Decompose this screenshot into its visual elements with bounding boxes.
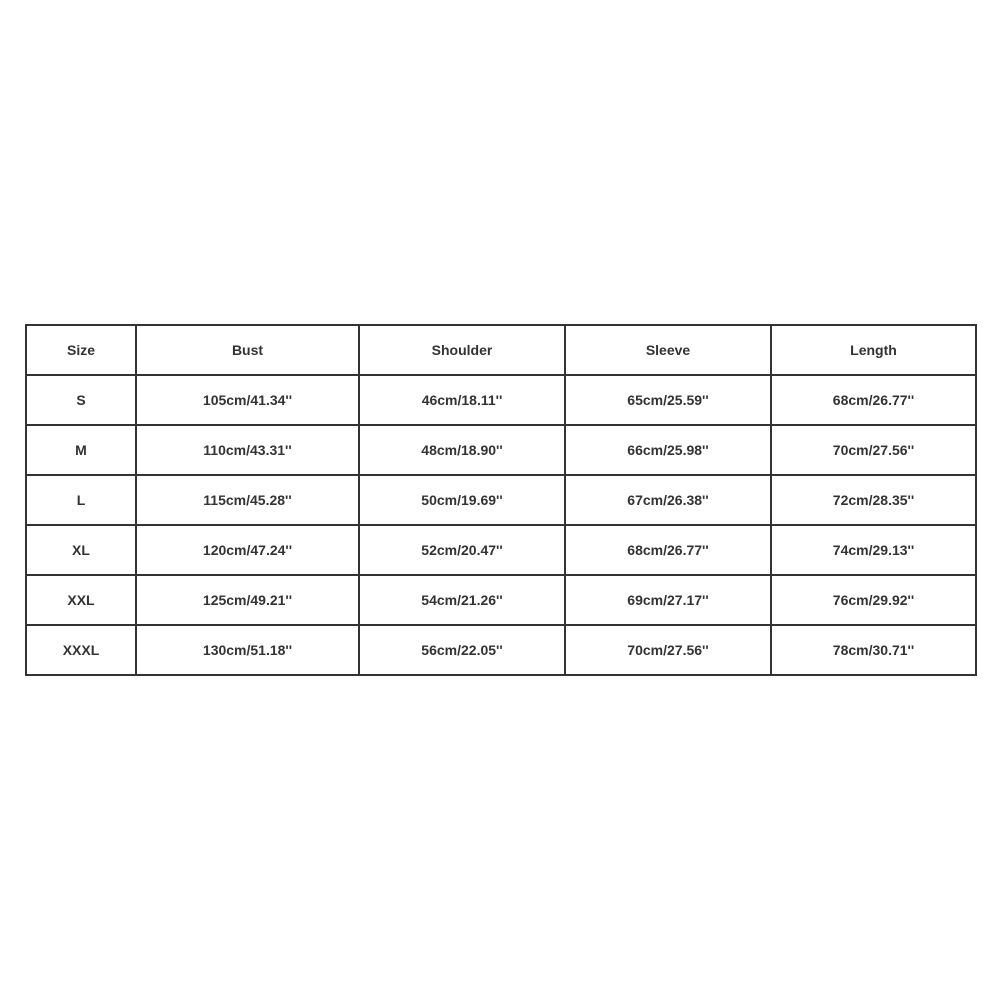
bust-cell: 130cm/51.18'' <box>136 625 359 675</box>
sleeve-cell: 66cm/25.98'' <box>565 425 771 475</box>
bust-cell: 120cm/47.24'' <box>136 525 359 575</box>
size-cell: XXL <box>26 575 136 625</box>
sleeve-cell: 70cm/27.56'' <box>565 625 771 675</box>
bust-cell: 110cm/43.31'' <box>136 425 359 475</box>
length-cell: 74cm/29.13'' <box>771 525 976 575</box>
sleeve-cell: 69cm/27.17'' <box>565 575 771 625</box>
size-cell: S <box>26 375 136 425</box>
header-shoulder: Shoulder <box>359 325 565 375</box>
length-cell: 70cm/27.56'' <box>771 425 976 475</box>
sleeve-cell: 68cm/26.77'' <box>565 525 771 575</box>
table-row <box>26 625 976 675</box>
sleeve-cell: 65cm/25.59'' <box>565 375 771 425</box>
bust-cell: 115cm/45.28'' <box>136 475 359 525</box>
header-sleeve: Sleeve <box>565 325 771 375</box>
size-cell: XXXL <box>26 625 136 675</box>
length-cell: 72cm/28.35'' <box>771 475 976 525</box>
table-row <box>26 575 976 625</box>
sleeve-cell: 67cm/26.38'' <box>565 475 771 525</box>
shoulder-cell: 46cm/18.11'' <box>359 375 565 425</box>
shoulder-cell: 56cm/22.05'' <box>359 625 565 675</box>
table-row <box>26 375 976 425</box>
header-bust: Bust <box>136 325 359 375</box>
table-row <box>26 525 976 575</box>
length-cell: 76cm/29.92'' <box>771 575 976 625</box>
shoulder-cell: 50cm/19.69'' <box>359 475 565 525</box>
table-header-row <box>26 325 976 375</box>
table-row <box>26 475 976 525</box>
shoulder-cell: 54cm/21.26'' <box>359 575 565 625</box>
length-cell: 78cm/30.71'' <box>771 625 976 675</box>
size-cell: L <box>26 475 136 525</box>
bust-cell: 105cm/41.34'' <box>136 375 359 425</box>
shoulder-cell: 52cm/20.47'' <box>359 525 565 575</box>
size-chart-table <box>25 324 977 676</box>
bust-cell: 125cm/49.21'' <box>136 575 359 625</box>
header-size: Size <box>26 325 136 375</box>
size-cell: M <box>26 425 136 475</box>
table-row <box>26 425 976 475</box>
length-cell: 68cm/26.77'' <box>771 375 976 425</box>
size-cell: XL <box>26 525 136 575</box>
header-length: Length <box>771 325 976 375</box>
shoulder-cell: 48cm/18.90'' <box>359 425 565 475</box>
